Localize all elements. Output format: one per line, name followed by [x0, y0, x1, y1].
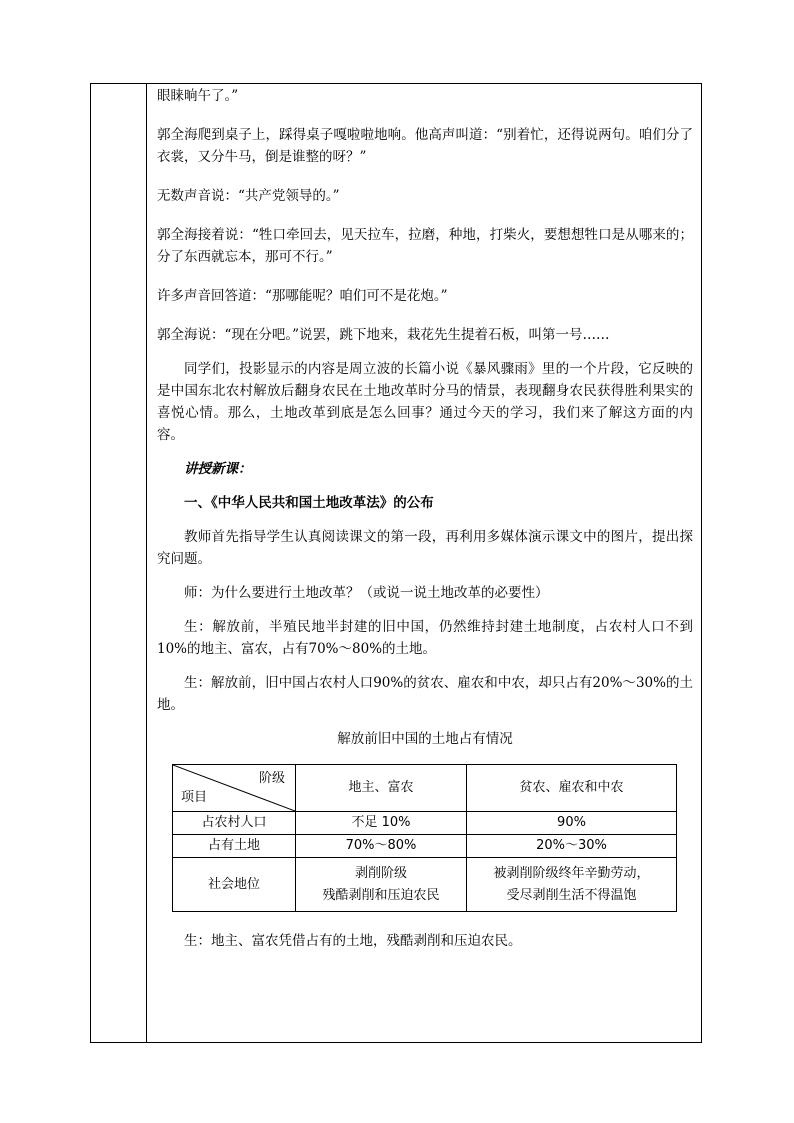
- social-c2-line1: 被剥削阶级终年辛勤劳动，: [493, 865, 650, 881]
- social-c1-line1: 剥削阶级: [354, 865, 407, 881]
- paragraph-1: 眼睐晌午了。”: [157, 88, 239, 104]
- row-value: 20%～30%: [467, 835, 677, 858]
- paragraph-5: 许多声音回答道：“那哪能呢？咱们可不是花炮。”: [157, 288, 448, 304]
- row-label: 社会地位: [173, 858, 296, 912]
- row-value: [467, 858, 677, 912]
- land-ownership-table: [172, 764, 677, 912]
- paragraph-2: 郭全海爬到桌子上，踩得桌子嘎啦啦地响。他高声叫道：“别着忙，还得说两句。咱们分了衣裳，又分牛马，倒是谁整的呀？”: [157, 127, 693, 165]
- social-c2-line2: 受尽剥削生活不得温饱: [506, 887, 637, 903]
- row-value: 70%～80%: [296, 835, 467, 858]
- table-header-row: [173, 765, 677, 812]
- table-row: [173, 835, 677, 858]
- row-value: 90%: [467, 812, 677, 835]
- row-value: [296, 858, 467, 912]
- column-divider: [146, 83, 147, 1043]
- paragraph-12: 生：地主、富农凭借占有的土地，残酷剥削和压迫农民。: [184, 933, 522, 949]
- table-caption: 解放前旧中国的土地占有情况: [337, 731, 513, 747]
- paragraph-9: 师：为什么要进行土地改革？（或说一说土地改革的必要性）: [184, 585, 549, 601]
- header-item-label: 项目: [181, 790, 208, 805]
- paragraph-4: 郭全海接着说：“牲口牵回去，见天拉车，拉磨，种地，打柴火，要想想牲口是从哪来的；分了东西就忘本，那可不行。”: [157, 227, 693, 265]
- paragraph-3: 无数声音说：“共产党领导的。”: [157, 188, 340, 204]
- table-row: [173, 858, 677, 912]
- row-value: 不足 10%: [296, 812, 467, 835]
- header-landlord: 地主、富农: [296, 765, 467, 812]
- social-c1-line2: 残酷剥削和压迫农民: [322, 887, 440, 903]
- paragraph-8: 教师首先指导学生认真阅读课文的第一段，再利用多媒体演示课文中的图片，提出探究问题。: [157, 529, 693, 567]
- paragraph-7: 同学们，投影显示的内容是周立波的长篇小说《暴风骤雨》里的一个片段，它反映的是中国东北农村解放后翻身农民在土地改革时分马的情景，表现翻身农民获得胜利果实的喜悦心情。那么，土地改革到底是怎么回事？通过今天的学习，我们来了解这方面的内容。: [157, 361, 693, 443]
- header-diagonal-cell: [173, 765, 296, 812]
- section-title: 一、《中华人民共和国土地改革法》的公布: [184, 495, 434, 511]
- lesson-content: [157, 85, 693, 952]
- paragraph-6: 郭全海说：“现在分吧。”说罢，跳下地来，栽花先生提着石板，叫第一号……: [157, 327, 610, 343]
- paragraph-10: 生：解放前，半殖民地半封建的旧中国，仍然维持封建土地制度，占农村人口不到10%的地主、富农，占有70%～80%的土地。: [157, 619, 693, 657]
- header-peasant: 贫农、雇农和中农: [467, 765, 677, 812]
- row-label: 占农村人口: [173, 812, 296, 835]
- table-row: [173, 812, 677, 835]
- row-label: 占有土地: [173, 835, 296, 858]
- paragraph-11: 生：解放前，旧中国占农村人口90%的贫农、雇农和中农，却只占有20%～30%的土地。: [157, 675, 693, 713]
- header-class-label: 阶级: [258, 771, 285, 786]
- new-lesson-heading: 讲授新课：: [184, 461, 252, 477]
